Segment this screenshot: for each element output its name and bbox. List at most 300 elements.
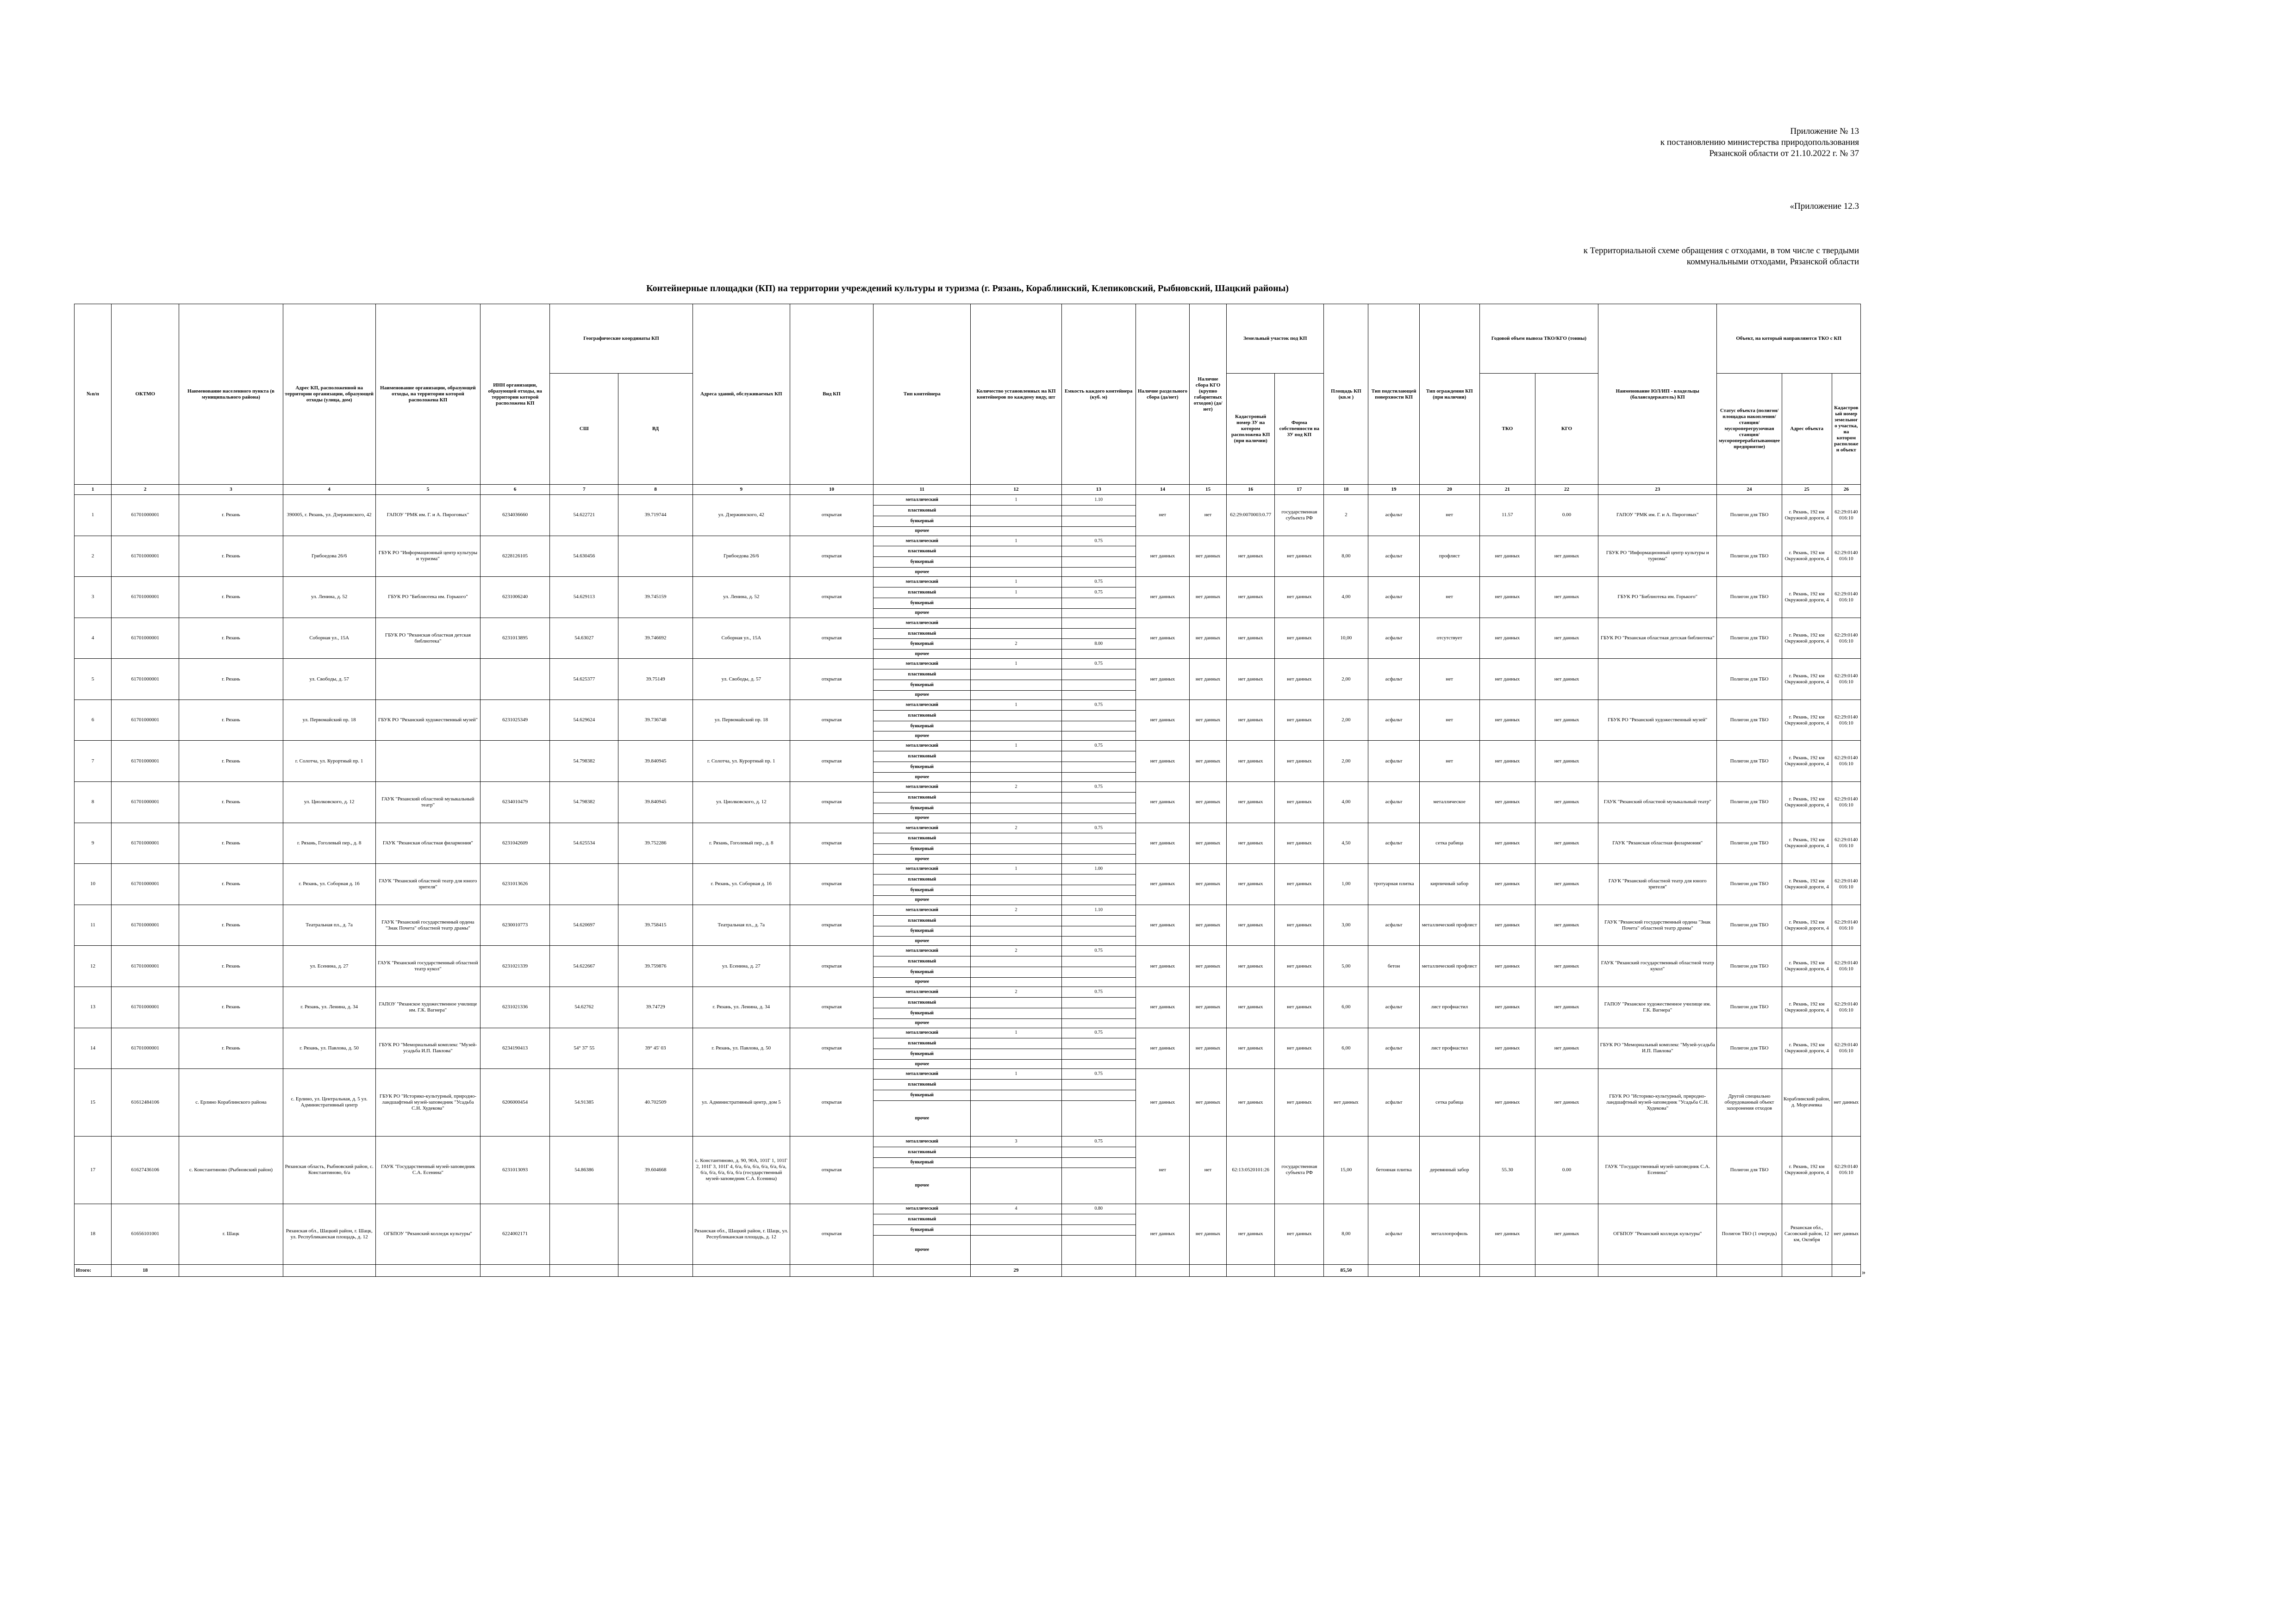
container-count-cell — [971, 967, 1061, 978]
separate-collection: нет — [1136, 1136, 1189, 1204]
site-address: г. Рязань, Гоголевый пер., д. 8 — [283, 823, 375, 864]
object-address: г. Рязань, 192 км Окружной дороги, 4 — [1782, 864, 1832, 905]
fence: металлический профлист — [1419, 946, 1479, 987]
container-count-cell — [971, 1100, 1061, 1136]
totals-empty-cell — [1061, 1265, 1136, 1277]
longitude: 39.719744 — [618, 495, 693, 536]
longitude: 39.840945 — [618, 782, 693, 823]
container-type-cell: прочее — [873, 1100, 971, 1136]
container-count-cell — [971, 885, 1061, 895]
site-kind: открытая — [790, 577, 873, 618]
container-type-cell: металлический — [873, 946, 971, 956]
header-object-cadastral: Кадастровый номер земельного участка, на котором расположен объект — [1832, 374, 1860, 485]
bulky-collection: нет данных — [1190, 987, 1227, 1028]
latitude: 54.629113 — [550, 577, 618, 618]
table-row — [75, 700, 1861, 710]
fence: профлист — [1419, 536, 1479, 577]
row-number: 10 — [75, 864, 112, 905]
surface: асфальт — [1368, 618, 1419, 659]
container-capacity-cell — [1061, 915, 1136, 926]
oktmo: 61701000001 — [112, 1028, 179, 1069]
container-capacity-cell: 1.10 — [1061, 495, 1136, 506]
table-row — [75, 1204, 1861, 1214]
surface: асфальт — [1368, 1028, 1419, 1069]
container-count-cell: 2 — [971, 823, 1061, 833]
container-count-cell — [971, 1236, 1061, 1265]
served-buildings: ул. Ленина, д. 52 — [693, 577, 790, 618]
row-number: 9 — [75, 823, 112, 864]
header-settlement: Наименование населенного пункта (в муниципального района) — [179, 304, 283, 485]
surface: асфальт — [1368, 536, 1419, 577]
header-cadastral: Кадастровый номер ЗУ на котором расположена КП (при наличии) — [1227, 374, 1275, 485]
container-capacity-cell — [1061, 546, 1136, 557]
column-number: 8 — [618, 485, 693, 495]
settlement: г. Рязань — [179, 823, 283, 864]
longitude — [618, 864, 693, 905]
fence: отсутствует — [1419, 618, 1479, 659]
longitude — [618, 1204, 693, 1264]
column-number: 6 — [480, 485, 550, 495]
site-kind: открытая — [790, 1136, 873, 1204]
container-count-cell: 1 — [971, 741, 1061, 751]
container-type-cell: прочее — [873, 568, 971, 577]
header-container-type: Тип контейнера — [873, 304, 971, 485]
cadastral-number: нет данных — [1227, 1028, 1275, 1069]
container-count-cell — [971, 628, 1061, 639]
container-type-cell: пластиковый — [873, 1079, 971, 1090]
oktmo: 61701000001 — [112, 659, 179, 700]
oktmo: 61627436106 — [112, 1136, 179, 1204]
container-count-cell — [971, 516, 1061, 526]
cadastral-number: 62:29:0070003:0.77 — [1227, 495, 1275, 536]
container-type-cell: металлический — [873, 823, 971, 833]
container-capacity-cell: 0.75 — [1061, 946, 1136, 956]
site-kind: открытая — [790, 700, 873, 741]
served-buildings: г. Рязань, ул. Ленина, д. 34 — [693, 987, 790, 1028]
object-address: г. Рязань, 192 км Окружной дороги, 4 — [1782, 741, 1832, 782]
served-buildings: Грибоедова 26/6 — [693, 536, 790, 577]
row-number: 12 — [75, 946, 112, 987]
container-type-cell: пластиковый — [873, 505, 971, 516]
object-cadastral: 62:29:0140016:10 — [1832, 536, 1860, 577]
container-capacity-cell: 8.00 — [1061, 639, 1136, 650]
owner: ГАУК "Рязанская областная филармония" — [1598, 823, 1717, 864]
bulky-collection: нет — [1190, 495, 1227, 536]
container-count-cell: 2 — [971, 905, 1061, 915]
container-count-cell — [971, 680, 1061, 691]
bulky-collection: нет данных — [1190, 618, 1227, 659]
settlement: с. Ерлино Кораблинского района — [179, 1069, 283, 1137]
organization: ГБУК РО "Историко-культурный, природно-ландшафтный музей-заповедник "Усадьба С.Н. Худекова" — [375, 1069, 480, 1137]
settlement: г. Рязань — [179, 905, 283, 946]
separate-collection: нет данных — [1136, 1069, 1189, 1137]
site-kind: открытая — [790, 905, 873, 946]
object-address: г. Рязань, 192 км Окружной дороги, 4 — [1782, 1136, 1832, 1204]
inn: 6231025349 — [480, 700, 550, 741]
object-address: г. Рязань, 192 км Окружной дороги, 4 — [1782, 659, 1832, 700]
totals-area: 85,50 — [1324, 1265, 1368, 1277]
kgo-volume: нет данных — [1535, 782, 1598, 823]
totals-empty-cell — [179, 1265, 283, 1277]
totals-empty-cell — [693, 1265, 790, 1277]
container-capacity-cell — [1061, 618, 1136, 628]
owner: ОГБПОУ "Рязанский колледж культуры" — [1598, 1204, 1717, 1264]
fence: металлопрофиль — [1419, 1204, 1479, 1264]
inn: 6231013895 — [480, 618, 550, 659]
tko-volume: нет данных — [1479, 987, 1535, 1028]
container-count-cell — [971, 1168, 1061, 1204]
object-status: Полигон для ТБО — [1717, 618, 1782, 659]
surface: тротуарная плитка — [1368, 864, 1419, 905]
organization: ГАУК "Рязанская областная филармония" — [375, 823, 480, 864]
column-number: 25 — [1782, 485, 1832, 495]
table-row — [75, 905, 1861, 915]
site-kind: открытая — [790, 782, 873, 823]
container-type-cell: прочее — [873, 813, 971, 823]
area: 2 — [1324, 495, 1368, 536]
container-capacity-cell — [1061, 762, 1136, 773]
object-cadastral: 62:29:0140016:10 — [1832, 741, 1860, 782]
container-type-cell: металлический — [873, 577, 971, 587]
longitude: 39.758415 — [618, 905, 693, 946]
appendix-heading — [1481, 126, 1859, 159]
separate-collection: нет данных — [1136, 659, 1189, 700]
container-capacity-cell — [1061, 751, 1136, 762]
container-capacity-cell — [1061, 628, 1136, 639]
cadastral-number: нет данных — [1227, 1069, 1275, 1137]
container-capacity-cell — [1061, 680, 1136, 691]
container-capacity-cell — [1061, 1079, 1136, 1090]
fence: металлическое — [1419, 782, 1479, 823]
container-capacity-cell: 0.75 — [1061, 782, 1136, 793]
area: 1,00 — [1324, 864, 1368, 905]
fence: нет — [1419, 659, 1479, 700]
bulky-collection: нет данных — [1190, 1204, 1227, 1264]
totals-empty-cell — [1136, 1265, 1189, 1277]
header-longitude: ВД — [618, 374, 693, 485]
oktmo: 61701000001 — [112, 741, 179, 782]
latitude: 54.798382 — [550, 741, 618, 782]
column-number: 5 — [375, 485, 480, 495]
container-count-cell — [971, 721, 1061, 731]
area: 4,00 — [1324, 782, 1368, 823]
container-type-cell: металлический — [873, 864, 971, 874]
organization: ГБУК РО "Информационный центр культуры и туризма" — [375, 536, 480, 577]
fence: лист профнастил — [1419, 987, 1479, 1028]
site-kind: открытая — [790, 659, 873, 700]
column-number: 1 — [75, 485, 112, 495]
fence: сетка рабица — [1419, 1069, 1479, 1137]
container-count-cell — [971, 937, 1061, 946]
column-number: 26 — [1832, 485, 1860, 495]
owner: ГБУК РО "Историко-культурный, природно-ландшафтный музей-заповедник "Усадьба С.Н. Худекова" — [1598, 1069, 1717, 1137]
bulky-collection: нет данных — [1190, 1028, 1227, 1069]
served-buildings: Соборная ул., 15А — [693, 618, 790, 659]
container-type-cell: пластиковый — [873, 628, 971, 639]
table-row — [75, 782, 1861, 793]
container-count-cell: 4 — [971, 1204, 1061, 1214]
header-surface: Тип подстилающей поверхности КП — [1368, 304, 1419, 485]
area: 4,00 — [1324, 577, 1368, 618]
container-capacity-cell: 0.75 — [1061, 536, 1136, 546]
separate-collection: нет данных — [1136, 577, 1189, 618]
object-address: г. Рязань, 192 км Окружной дороги, 4 — [1782, 700, 1832, 741]
oktmo: 61656101001 — [112, 1204, 179, 1264]
header-site-kind: Вид КП — [790, 304, 873, 485]
ownership: нет данных — [1275, 536, 1324, 577]
site-address: Соборная ул., 15А — [283, 618, 375, 659]
inn: 6224002171 — [480, 1204, 550, 1264]
container-capacity-cell — [1061, 1157, 1136, 1168]
owner: ГАУК "Рязанский областной театр для юного зрителя" — [1598, 864, 1717, 905]
container-type-cell: пластиковый — [873, 1147, 971, 1157]
container-capacity-cell — [1061, 844, 1136, 855]
column-number-row — [75, 485, 1861, 495]
container-type-cell: металлический — [873, 495, 971, 506]
area: 8,00 — [1324, 536, 1368, 577]
container-capacity-cell: 0.75 — [1061, 659, 1136, 669]
totals-empty-cell — [1535, 1265, 1598, 1277]
row-number: 11 — [75, 905, 112, 946]
container-capacity-cell — [1061, 608, 1136, 618]
tko-volume: нет данных — [1479, 700, 1535, 741]
container-count-cell — [971, 618, 1061, 628]
settlement: г. Рязань — [179, 577, 283, 618]
organization: ГАПОУ "РМК им. Г. и А. Пироговых" — [375, 495, 480, 536]
latitude — [550, 1204, 618, 1264]
container-capacity-cell — [1061, 977, 1136, 987]
cadastral-number: нет данных — [1227, 782, 1275, 823]
column-number: 3 — [179, 485, 283, 495]
oktmo: 61701000001 — [112, 864, 179, 905]
organization: ГАУК "Рязанский государственный областной театр кукол" — [375, 946, 480, 987]
totals-empty-cell — [1598, 1265, 1717, 1277]
bulky-collection: нет данных — [1190, 741, 1227, 782]
served-buildings: с. Константиново, д. 90, 90А, 101Г 1, 101Г 2, 101Г 3, 101Г 4, 6/а, 6/а, 6/а, 6/а, 6/а, 6/а, 6/а, 6/а, 6/а, 6/а, 6/а (государственный музей-заповедник С.А. Есенина) — [693, 1136, 790, 1204]
container-capacity-cell — [1061, 690, 1136, 700]
area: 2,00 — [1324, 659, 1368, 700]
kgo-volume: нет данных — [1535, 536, 1598, 577]
separate-collection: нет данных — [1136, 987, 1189, 1028]
oktmo: 61701000001 — [112, 536, 179, 577]
header-bulky-collection: Наличие сбора КГО (крупно габаритных отходов) (да/нет) — [1190, 304, 1227, 485]
fence: кирпичный забор — [1419, 864, 1479, 905]
container-type-cell: прочее — [873, 731, 971, 741]
tko-volume: нет данных — [1479, 1069, 1535, 1137]
totals-empty-cell — [790, 1265, 873, 1277]
ownership: нет данных — [1275, 782, 1324, 823]
latitude — [550, 864, 618, 905]
latitude: 54.625377 — [550, 659, 618, 700]
object-status: Полигон для ТБО — [1717, 536, 1782, 577]
object-address: г. Рязань, 192 км Окружной дороги, 4 — [1782, 618, 1832, 659]
table-row — [75, 659, 1861, 669]
container-capacity-cell — [1061, 1168, 1136, 1204]
totals-empty-cell — [1782, 1265, 1832, 1277]
surface: асфальт — [1368, 700, 1419, 741]
totals-containers: 29 — [971, 1265, 1061, 1277]
container-capacity-cell: 0.75 — [1061, 1136, 1136, 1147]
latitude: 54.620697 — [550, 905, 618, 946]
organization: ГБУК РО "Рязанский художественный музей" — [375, 700, 480, 741]
served-buildings: ул. Есенина, д. 27 — [693, 946, 790, 987]
settlement: г. Рязань — [179, 700, 283, 741]
object-cadastral: 62:29:0140016:10 — [1832, 864, 1860, 905]
container-count-cell — [971, 895, 1061, 905]
resolution-line-2: Рязанской области от 21.10.2022 г. № 37 — [1709, 149, 1859, 158]
container-type-cell: бункерный — [873, 721, 971, 731]
tko-volume: нет данных — [1479, 864, 1535, 905]
surface: бетонная плитка — [1368, 1136, 1419, 1204]
object-status: Полигон для ТБО — [1717, 987, 1782, 1028]
container-type-cell: прочее — [873, 650, 971, 659]
column-number: 4 — [283, 485, 375, 495]
organization: ОГБПОУ "Рязанский колледж культуры" — [375, 1204, 480, 1264]
owner: ГБУК РО "Рязанская областная детская библиотека" — [1598, 618, 1717, 659]
inn: 6234190413 — [480, 1028, 550, 1069]
site-address: ул. Циолковского, д. 12 — [283, 782, 375, 823]
container-capacity-cell — [1061, 967, 1136, 978]
header-area: Площадь КП (кв.м ) — [1324, 304, 1368, 485]
container-count-cell — [971, 803, 1061, 813]
object-status: Полигон для ТБО — [1717, 1136, 1782, 1204]
object-cadastral: 62:29:0140016:10 — [1832, 495, 1860, 536]
container-capacity-cell — [1061, 1090, 1136, 1100]
organization — [375, 659, 480, 700]
container-type-cell: бункерный — [873, 1090, 971, 1100]
object-cadastral: 62:29:0140016:10 — [1832, 700, 1860, 741]
object-status: Полигон для ТБО — [1717, 495, 1782, 536]
longitude: 40.702509 — [618, 1069, 693, 1137]
header-owner: Наименование ЮЛ/ИП - владельцы (балансодержатель) КП — [1598, 304, 1717, 485]
header-annual-volume: Годовой объем вывоза ТКО/КГО (тонны) — [1479, 304, 1598, 374]
container-type-cell: бункерный — [873, 598, 971, 608]
container-capacity-cell: 1.00 — [1061, 864, 1136, 874]
container-type-cell: пластиковый — [873, 669, 971, 680]
fence: лист профнастил — [1419, 1028, 1479, 1069]
container-capacity-cell — [1061, 937, 1136, 946]
object-cadastral: нет данных — [1832, 1069, 1860, 1137]
row-number: 4 — [75, 618, 112, 659]
container-capacity-cell — [1061, 792, 1136, 803]
organization: ГБУК РО "Рязанская областная детская библиотека" — [375, 618, 480, 659]
latitude: 54.625534 — [550, 823, 618, 864]
column-number: 17 — [1275, 485, 1324, 495]
inn: 6231021336 — [480, 987, 550, 1028]
container-capacity-cell — [1061, 813, 1136, 823]
container-count-cell — [971, 997, 1061, 1008]
object-cadastral: 62:29:0140016:10 — [1832, 946, 1860, 987]
container-type-cell: бункерный — [873, 1225, 971, 1236]
document-title: Контейнерные площадки (КП) на территории учреждений культуры и туризма (г. Рязань, Кораблинский, Клепиковский, Рыбновский, Шацкий районы) — [646, 283, 1289, 294]
cadastral-number: нет данных — [1227, 1204, 1275, 1264]
container-count-cell — [971, 526, 1061, 536]
inn: 6234036660 — [480, 495, 550, 536]
container-capacity-cell — [1061, 721, 1136, 731]
container-type-cell: бункерный — [873, 844, 971, 855]
site-kind: открытая — [790, 1069, 873, 1137]
container-count-cell — [971, 505, 1061, 516]
object-address: г. Рязань, 192 км Окружной дороги, 4 — [1782, 577, 1832, 618]
inn: 6230010773 — [480, 905, 550, 946]
longitude: 39° 45' 03 — [618, 1028, 693, 1069]
ownership: нет данных — [1275, 741, 1324, 782]
schema-heading — [1389, 245, 1859, 268]
served-buildings: ул. Дзержинского, 42 — [693, 495, 790, 536]
ownership: нет данных — [1275, 700, 1324, 741]
cadastral-number: нет данных — [1227, 659, 1275, 700]
totals-empty-cell — [1227, 1265, 1275, 1277]
container-count-cell — [971, 669, 1061, 680]
object-cadastral: 62:29:0140016:10 — [1832, 823, 1860, 864]
row-number: 1 — [75, 495, 112, 536]
object-status: Полигон для ТБО — [1717, 577, 1782, 618]
site-kind: открытая — [790, 823, 873, 864]
site-kind: открытая — [790, 1204, 873, 1264]
separate-collection: нет данных — [1136, 823, 1189, 864]
cadastral-number: нет данных — [1227, 618, 1275, 659]
site-address: ул. Есенина, д. 27 — [283, 946, 375, 987]
column-number: 2 — [112, 485, 179, 495]
table-row — [75, 536, 1861, 546]
container-capacity-cell — [1061, 1018, 1136, 1028]
fence: нет — [1419, 741, 1479, 782]
separate-collection: нет данных — [1136, 741, 1189, 782]
container-capacity-cell: 0.75 — [1061, 577, 1136, 587]
column-number: 11 — [873, 485, 971, 495]
tko-volume: нет данных — [1479, 577, 1535, 618]
header-object-status: Статус объекта (полигон/ площадка накопления/ станция/ мусороперегрузочная станция/ мусороперерабатывающее предприятие) — [1717, 374, 1782, 485]
container-count-cell: 2 — [971, 946, 1061, 956]
surface: асфальт — [1368, 987, 1419, 1028]
container-type-cell: пластиковый — [873, 1038, 971, 1049]
organization: ГАУК "Рязанский государственный ордена "Знак Почета" областной театр драмы" — [375, 905, 480, 946]
container-capacity-cell — [1061, 833, 1136, 844]
container-count-cell — [971, 792, 1061, 803]
ownership: нет данных — [1275, 905, 1324, 946]
container-count-cell — [971, 1018, 1061, 1028]
served-buildings: ул. Первомайский пр. 18 — [693, 700, 790, 741]
container-count-cell — [971, 977, 1061, 987]
column-number: 14 — [1136, 485, 1189, 495]
container-type-cell: прочее — [873, 1236, 971, 1265]
container-count-cell — [971, 773, 1061, 782]
table-row — [75, 618, 1861, 628]
longitude: 39.74729 — [618, 987, 693, 1028]
container-type-cell: прочее — [873, 773, 971, 782]
ownership: государственная субъекта РФ — [1275, 1136, 1324, 1204]
organization: ГАПОУ "Рязанское художественное училище им. Г.К. Вагнера" — [375, 987, 480, 1028]
site-address: г. Рязань, ул. Ленина, д. 34 — [283, 987, 375, 1028]
totals-empty-cell — [873, 1265, 971, 1277]
header-inn: ИНН организации, образующей отходы, на территории которой расположена КП — [480, 304, 550, 485]
settlement: г. Рязань — [179, 618, 283, 659]
object-cadastral: 62:29:0140016:10 — [1832, 987, 1860, 1028]
container-type-cell: прочее — [873, 608, 971, 618]
site-address: г. Солотча, ул. Курортный пр. 1 — [283, 741, 375, 782]
site-address: ул. Ленина, д. 52 — [283, 577, 375, 618]
organization: ГАУК "Государственный музей-заповедник С.А. Есенина" — [375, 1136, 480, 1204]
table-row — [75, 823, 1861, 833]
container-count-cell — [971, 956, 1061, 967]
totals-empty-cell — [550, 1265, 618, 1277]
object-address: г. Рязань, 192 км Окружной дороги, 4 — [1782, 946, 1832, 987]
appendix2-heading: «Приложение 12.3 — [1790, 201, 1859, 211]
bulky-collection: нет данных — [1190, 659, 1227, 700]
container-capacity-cell — [1061, 516, 1136, 526]
tko-volume: 11.57 — [1479, 495, 1535, 536]
container-count-cell — [971, 608, 1061, 618]
